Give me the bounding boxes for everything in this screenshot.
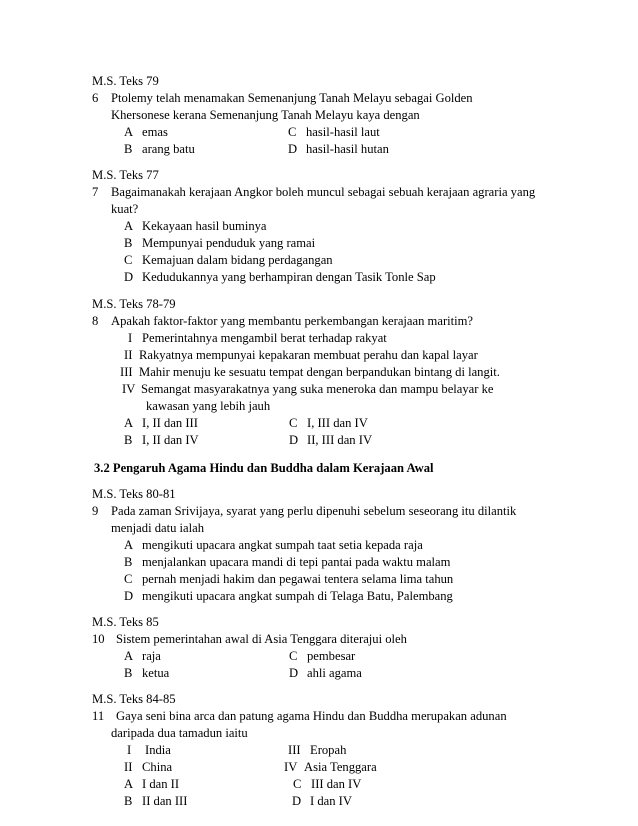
q10-option-d-text: ahli agama: [307, 666, 362, 680]
q7-option-b-text: Mempunyai penduduk yang ramai: [142, 236, 316, 250]
q8-statement-i-roman: I: [128, 331, 133, 345]
q7-stem-line1: Bagaimanakah kerajaan Angkor boleh muncul sebagai sebuah kerajaan agraria yang: [111, 185, 536, 199]
q9-option-a-text: mengikuti upacara angkat sumpah taat setia kepada raja: [142, 538, 423, 552]
q8-statement-ii-roman: II: [124, 348, 133, 362]
q6-option-a-letter: A: [124, 125, 134, 139]
q11-option-a-letter: A: [124, 777, 134, 791]
q9-number: 9: [92, 504, 99, 518]
q6-option-d-letter: D: [288, 142, 298, 156]
q7-option-d-text: Kedudukannya yang berhampiran dengan Tasik Tonle Sap: [142, 270, 436, 284]
q7-option-a-text: Kekayaan hasil buminya: [142, 219, 267, 233]
q11-statement-ii-roman: II: [124, 760, 133, 774]
q11-statement-i-roman: I: [127, 743, 132, 757]
q8-option-c-text: I, III dan IV: [307, 416, 368, 430]
q6-option-a-text: emas: [142, 125, 168, 139]
q8-stem-line1: Apakah faktor-faktor yang membantu perkembangan kerajaan maritim?: [111, 314, 474, 328]
q7-option-a-letter: A: [124, 219, 134, 233]
q8-option-d-letter: D: [289, 433, 299, 447]
q8-statement-iii-text: Mahir menuju ke sesuatu tempat dengan berpandukan bintang di langit.: [139, 365, 500, 379]
q8-statement-ii-text: Rakyatnya mempunyai kepakaran membuat perahu dan kapal layar: [139, 348, 478, 362]
q6-number: 6: [92, 91, 99, 105]
q6-option-d-text: hasil-hasil hutan: [306, 142, 389, 156]
q8-number: 8: [92, 314, 99, 328]
section-heading: 3.2 Pengaruh Agama Hindu dan Buddha dalam Kerajaan Awal: [94, 461, 434, 475]
q7-stem-line2: kuat?: [111, 202, 139, 216]
q10-option-c-text: pembesar: [307, 649, 356, 663]
q11-option-c-text: III dan IV: [311, 777, 362, 791]
q8-option-d-text: II, III dan IV: [307, 433, 373, 447]
q11-text-ref: M.S. Teks 84-85: [92, 692, 176, 706]
q6-stem-line1: Ptolemy telah menamakan Semenanjung Tanah Melayu sebagai Golden: [111, 91, 473, 105]
q9-stem-line1: Pada zaman Srivijaya, syarat yang perlu dipenuhi sebelum seseorang itu dilantik: [111, 504, 517, 518]
q11-option-b-text: II dan III: [142, 794, 188, 808]
q9-option-b-letter: B: [124, 555, 133, 569]
q6-stem-line2: Khersonese kerana Semenanjung Tanah Melayu kaya dengan: [111, 108, 420, 122]
q11-option-c-letter: C: [293, 777, 302, 791]
q6-text-ref: M.S. Teks 79: [92, 74, 159, 88]
q11-statement-i-text: India: [145, 743, 171, 757]
q6-option-b-text: arang batu: [142, 142, 195, 156]
q9-option-d-letter: D: [124, 589, 134, 603]
q11-statement-iii-roman: III: [288, 743, 301, 757]
q8-statement-iv-line2: kawasan yang lebih jauh: [146, 399, 271, 413]
q11-statement-iv-roman: IV: [284, 760, 298, 774]
q7-option-b-letter: B: [124, 236, 133, 250]
q9-stem-line2: menjadi datu ialah: [111, 521, 205, 535]
q8-statement-i-text: Pemerintahnya mengambil berat terhadap rakyat: [142, 331, 387, 345]
q10-option-a-text: raja: [142, 649, 161, 663]
q10-option-a-letter: A: [124, 649, 134, 663]
q11-number: 11: [92, 709, 105, 723]
q10-number: 10: [92, 632, 105, 646]
q9-option-a-letter: A: [124, 538, 134, 552]
q9-option-b-text: menjalankan upacara mandi di tepi pantai pada waktu malam: [142, 555, 451, 569]
q7-text-ref: M.S. Teks 77: [92, 168, 159, 182]
q6-option-b-letter: B: [124, 142, 133, 156]
q10-option-b-letter: B: [124, 666, 133, 680]
q7-number: 7: [92, 185, 99, 199]
q10-stem-line1: Sistem pemerintahan awal di Asia Tenggara diterajui oleh: [116, 632, 407, 646]
q8-option-a-text: I, II dan III: [142, 416, 198, 430]
q6-option-c-text: hasil-hasil laut: [306, 125, 380, 139]
q10-option-c-letter: C: [289, 649, 298, 663]
q11-option-a-text: I dan II: [142, 777, 180, 791]
q7-option-c-text: Kemajuan dalam bidang perdagangan: [142, 253, 333, 267]
q11-statement-iii-text: Eropah: [310, 743, 347, 757]
q8-option-c-letter: C: [289, 416, 298, 430]
q11-statement-ii-text: China: [142, 760, 173, 774]
q8-text-ref: M.S. Teks 78-79: [92, 297, 176, 311]
q7-option-d-letter: D: [124, 270, 134, 284]
q8-statement-iv-roman: IV: [122, 382, 136, 396]
q7-option-c-letter: C: [124, 253, 133, 267]
q10-option-d-letter: D: [289, 666, 299, 680]
q8-option-b-letter: B: [124, 433, 133, 447]
q11-stem-line1: Gaya seni bina arca dan patung agama Hindu dan Buddha merupakan adunan: [116, 709, 507, 723]
q8-option-a-letter: A: [124, 416, 134, 430]
q11-option-d-letter: D: [292, 794, 302, 808]
q8-statement-iv-text: Semangat masyarakatnya yang suka meneroka dan mampu belayar ke: [141, 382, 494, 396]
q6-option-c-letter: C: [288, 125, 297, 139]
q11-stem-line2: daripada dua tamadun iaitu: [111, 726, 248, 740]
q10-option-b-text: ketua: [142, 666, 170, 680]
q9-text-ref: M.S. Teks 80-81: [92, 487, 176, 501]
q8-statement-iii-roman: III: [120, 365, 133, 379]
q9-option-c-letter: C: [124, 572, 133, 586]
q8-option-b-text: I, II dan IV: [142, 433, 199, 447]
q9-option-d-text: mengikuti upacara angkat sumpah di Telaga Batu, Palembang: [142, 589, 453, 603]
q10-text-ref: M.S. Teks 85: [92, 615, 159, 629]
q11-statement-iv-text: Asia Tenggara: [304, 760, 377, 774]
q11-option-b-letter: B: [124, 794, 133, 808]
q9-option-c-text: pernah menjadi hakim dan pegawai tentera selama lima tahun: [142, 572, 454, 586]
q11-option-d-text: I dan IV: [310, 794, 352, 808]
